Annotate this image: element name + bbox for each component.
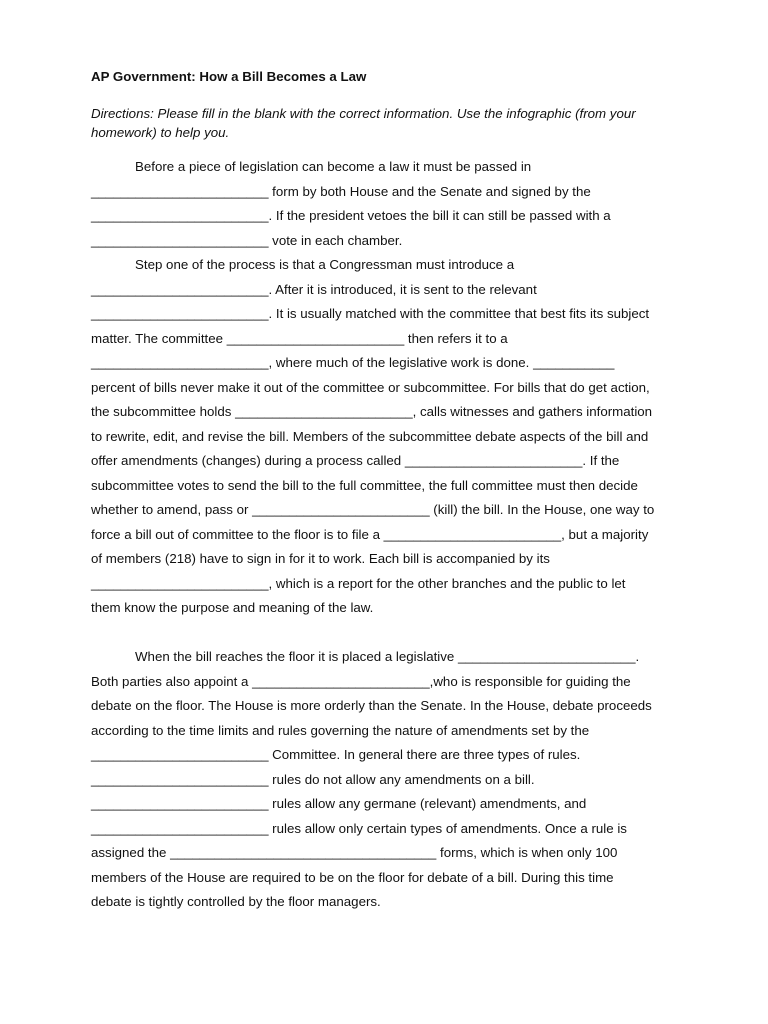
text-line: ________________________, where much of the legislative work is done. ___________ xyxy=(91,355,615,370)
text-line: Before a piece of legislation can become a law it must be passed in xyxy=(135,159,532,174)
directions xyxy=(91,104,691,142)
worksheet-title: AP Government: How a Bill Becomes a Law xyxy=(91,69,367,84)
text-line: them know the purpose and meaning of the law. xyxy=(91,600,374,615)
text-line: force a bill out of committee to the floor is to file a ________________________, but a majority xyxy=(91,526,649,542)
text-line: ________________________ vote in each chamber. xyxy=(91,232,403,248)
text-line: When the bill reaches the floor it is placed a legislative ________________________. xyxy=(135,649,640,664)
text-line: members of the House are required to be on the floor for debate of a bill. During this time xyxy=(91,869,614,885)
paragraph-spacer xyxy=(91,621,691,646)
text-line: debate on the floor. The House is more orderly than the Senate. In the House, debate proceeds xyxy=(91,698,652,713)
text-line: ________________________ form by both House and the Senate and signed by the xyxy=(91,183,591,199)
paragraph-bill-process xyxy=(91,155,691,621)
text-line: according to the time limits and rules governing the nature of amendments set by the xyxy=(91,722,590,738)
directions-line: Directions: Please fill in the blank with the correct information. Use the infographic (from your xyxy=(91,106,636,121)
directions-line: homework) to help you. xyxy=(91,125,230,140)
text-line: debate is tightly controlled by the floor managers. xyxy=(91,894,381,909)
text-line: ________________________ rules allow only certain types of amendments. Once a rule is xyxy=(91,820,627,836)
text-line: ________________________. After it is introduced, it is sent to the relevant xyxy=(91,281,537,297)
text-line: subcommittee votes to send the bill to the full committee, the full committee must then decide xyxy=(91,477,638,493)
text-line: percent of bills never make it out of the committee or subcommittee. For bills that do get action, xyxy=(91,379,650,395)
text-line: ________________________ Committee. In general there are three types of rules. xyxy=(91,747,581,762)
text-line: ________________________, which is a report for the other branches and the public to let xyxy=(91,575,626,591)
text-line: Step one of the process is that a Congressman must introduce a xyxy=(135,257,515,272)
text-line: offer amendments (changes) during a process called ________________________. If the xyxy=(91,453,620,468)
text-line: ________________________ rules allow any germane (relevant) amendments, and xyxy=(91,796,587,811)
text-line: to rewrite, edit, and revise the bill. Members of the subcommittee debate aspects of the bill and xyxy=(91,428,649,444)
text-line: Both parties also appoint a ________________________,who is responsible for guiding the xyxy=(91,673,631,689)
worksheet-page xyxy=(91,68,691,915)
text-line: ________________________. If the president vetoes the bill it can still be passed with a xyxy=(91,208,611,223)
text-line: of members (218) have to sign in for it to work. Each bill is accompanied by its xyxy=(91,551,550,566)
text-line: ________________________. It is usually matched with the committee that best fits its subject xyxy=(91,306,650,321)
text-line: assigned the ____________________________________ forms, which is when only 100 xyxy=(91,845,618,860)
text-line: whether to amend, pass or ________________________ (kill) the bill. In the House, one way to xyxy=(91,502,655,517)
text-line: the subcommittee holds ________________________, calls witnesses and gathers information xyxy=(91,404,653,419)
text-line: ________________________ rules do not allow any amendments on a bill. xyxy=(91,771,535,787)
paragraph-floor-debate xyxy=(91,645,691,915)
text-line: matter. The committee ________________________ then refers it to a xyxy=(91,330,508,346)
